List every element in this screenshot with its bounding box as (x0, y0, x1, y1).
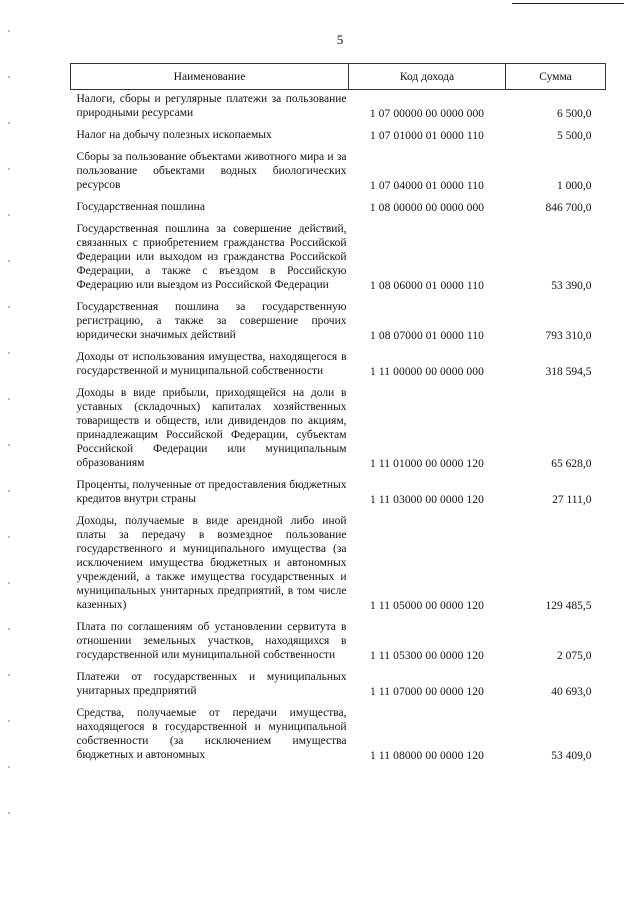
row-code: 1 11 05000 00 0000 120 (370, 600, 484, 612)
row-amount: 846 700,0 (545, 202, 592, 214)
table-row (71, 295, 606, 345)
row-name: Государственная пошлина за совершение действий, связанных с приобретением гражданства Российской Федерации или выходом из гражданства Российской Федерации, а также с въездом в Российскую Федерацию или выездом из Российской Федерации (76, 223, 347, 291)
row-name: Государственная пошлина (76, 201, 205, 213)
row-amount: 53 390,0 (551, 280, 592, 292)
table-row (71, 217, 606, 295)
row-code: 1 11 01000 00 0000 120 (370, 458, 484, 470)
row-code: 1 07 00000 00 0000 000 (369, 108, 485, 120)
row-code: 1 11 05300 00 0000 120 (370, 650, 484, 662)
table-row (71, 195, 606, 217)
header-amount: Сумма (506, 64, 606, 90)
row-name: Средства, получаемые от передачи имущества, находящегося в государственной и муниципальной собственности (за исключением имущества бюджетных и автономных (76, 707, 347, 761)
row-name: Доходы от использования имущества, находящегося в государственной и муниципальной собственности (76, 351, 347, 377)
row-code: 1 11 07000 00 0000 120 (370, 686, 484, 698)
table-header-row (71, 64, 606, 90)
row-name: Платежи от государственных и муниципальных унитарных предприятий (76, 671, 347, 697)
row-amount: 793 310,0 (545, 330, 592, 342)
table-row (71, 473, 606, 509)
row-name: Доходы в виде прибыли, приходящейся на доли в уставных (складочных) капиталах хозяйственных товариществ и обществ, или дивидендов по акциям, принадлежащим Российской Федерации, субъектам Российской Федерации или муниципальным образованиям (76, 387, 347, 469)
top-rule (512, 3, 624, 4)
row-amount: 5 500,0 (557, 130, 592, 142)
row-name: Плата по соглашениям об установлении сервитута в отношении земельных участков, находящихся в государственной или муниципальной собственности (76, 621, 347, 661)
scan-margin-marks (8, 30, 10, 850)
table-row (71, 145, 606, 195)
row-name: Налоги, сборы и регулярные платежи за пользование природными ресурсами (76, 93, 347, 119)
table-row (71, 509, 606, 615)
row-amount: 6 500,0 (557, 108, 592, 120)
table-row (71, 123, 606, 145)
row-code: 1 07 01000 01 0000 110 (370, 130, 484, 142)
table-row (71, 345, 606, 381)
row-amount: 40 693,0 (551, 686, 592, 698)
row-amount: 27 111,0 (552, 494, 592, 506)
row-code: 1 07 04000 01 0000 110 (370, 180, 484, 192)
page-number: 5 (336, 32, 344, 47)
header-code: Код дохода (349, 64, 506, 90)
row-name: Государственная пошлина за государственную регистрацию, а также за совершение прочих юридически значимых действий (76, 301, 347, 341)
row-code: 1 11 00000 00 0000 000 (370, 366, 484, 378)
header-name: Наименование (71, 64, 349, 90)
revenue-table (70, 63, 606, 765)
table-row (71, 665, 606, 701)
row-amount: 1 000,0 (557, 180, 592, 192)
row-name: Сборы за пользование объектами животного мира и за пользование объектами водных биологических ресурсов (76, 151, 347, 191)
row-amount: 318 594,5 (545, 366, 592, 378)
row-amount: 53 409,0 (551, 750, 592, 762)
table-row (71, 90, 606, 124)
row-code: 1 11 08000 00 0000 120 (370, 750, 484, 762)
row-amount: 129 485,5 (545, 600, 592, 612)
row-code: 1 11 03000 00 0000 120 (370, 494, 484, 506)
row-name: Доходы, получаемые в виде арендной либо иной платы за передачу в возмездное пользование государственного и муниципального имущества (за исключением имущества бюджетных и автономных учреждений, а также имущества государственных и муниципальных унитарных предприятий, в том числе казенных) (76, 515, 347, 611)
row-amount: 65 628,0 (551, 458, 592, 470)
row-amount: 2 075,0 (557, 650, 592, 662)
row-code: 1 08 07000 01 0000 110 (370, 330, 484, 342)
row-name: Проценты, полученные от предоставления бюджетных кредитов внутри страны (76, 479, 347, 505)
row-code: 1 08 00000 00 0000 000 (369, 202, 485, 214)
row-name: Налог на добычу полезных ископаемых (76, 129, 272, 141)
table-row (71, 615, 606, 665)
table-row (71, 701, 606, 765)
row-code: 1 08 06000 01 0000 110 (370, 280, 484, 292)
table-row (71, 381, 606, 473)
